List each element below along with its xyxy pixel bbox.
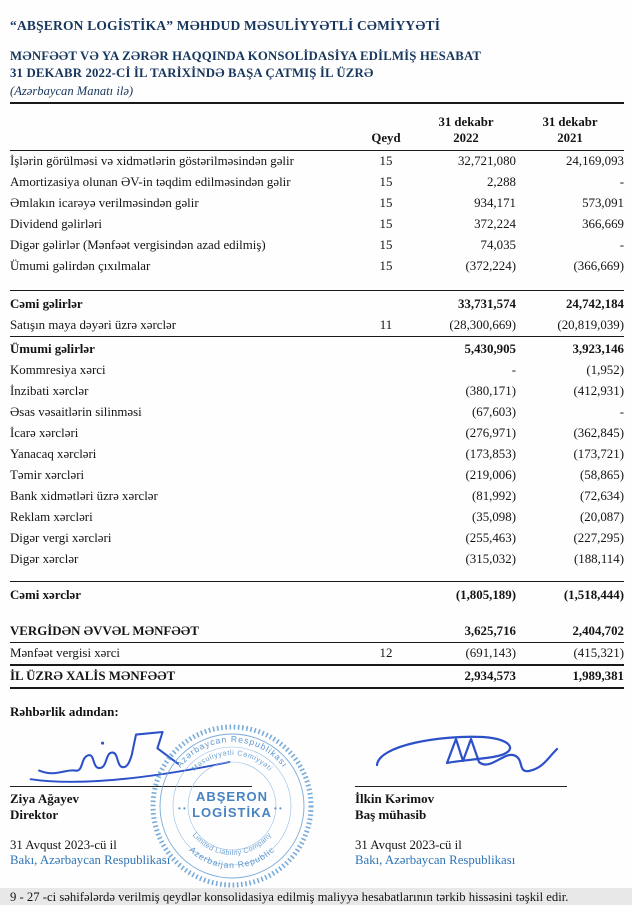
row-note [356,666,416,687]
stamp-right-dots: • • [274,804,282,813]
column-header-2021-line2: 2021 [557,131,583,145]
table-row [10,444,624,465]
header-rule [10,102,624,104]
column-header-2021-line1: 31 dekabr [542,115,598,129]
table-row-total [10,294,624,315]
table-row-total [10,585,624,606]
accountant-date: 31 Avqust 2023-cü il [355,838,462,852]
stamp-left-dots: • • [178,804,186,813]
row-value-2021: (72,634) [579,489,624,503]
signature-block-accountant [355,722,569,868]
row-value-2022: (315,032) [465,552,516,566]
row-value-2021: (1,518,444) [563,588,624,602]
stamp-top-arc-text: Azərbaycan Respublikası [174,733,291,770]
director-title: Direktor [10,807,59,822]
row-note [356,381,416,402]
table-row [10,402,624,423]
row-note: 11 [379,318,393,332]
table-row [10,507,624,528]
row-value-2021: (227,295) [573,531,624,545]
table-group-revenue [10,151,624,277]
row-value-2021: (188,114) [573,552,624,566]
currency-note: (Azərbaycan Manatı ilə) [10,84,134,98]
row-value-2022: (255,463) [465,531,516,545]
table-row [10,360,624,381]
accountant-title: Baş mühasib [355,807,427,822]
signature-line [355,786,567,787]
table-group-total-expenses [10,581,624,606]
row-note: 15 [379,154,393,168]
row-note: 15 [379,238,393,252]
table-row [10,172,624,193]
report-title [10,48,624,82]
row-value-2021: (415,321) [573,646,624,660]
row-note [356,507,416,528]
signatures-heading: Rəhbərlik adından: [10,704,119,719]
row-value-2022: (81,992) [471,489,516,503]
table-row [10,423,624,444]
table-row [10,193,624,214]
row-note [356,528,416,549]
row-label: Digər vergi xərcləri [10,531,112,545]
table-header-row [10,114,624,151]
row-label: İcarə xərcləri [10,426,79,440]
row-label: Əsas vəsaitlərin silinməsi [10,405,142,419]
row-label: Ümumi gəlirdən çıxılmalar [10,259,151,273]
row-value-2021: (20,087) [579,510,624,524]
row-label: İL ÜZRƏ XALİS MƏNFƏƏT [10,669,176,683]
row-value-2022: (691,143) [465,646,516,660]
row-note [356,339,416,360]
column-header-2022-line2: 2022 [453,131,479,145]
table-row [10,381,624,402]
row-value-2021: (173,721) [573,447,624,461]
row-note: 15 [379,175,393,189]
row-value-2021: (1,952) [586,363,624,377]
row-note [356,423,416,444]
row-label: Digər gəlirlər (Mənfəət vergisindən azad edilmiş) [10,238,266,252]
row-value-2021: 573,091 [582,196,624,210]
row-note [356,585,416,606]
footer-note: 9 - 27 -ci səhifələrdə verilmiş qeydlər konsolidasiya edilmiş maliyyə hesabatlarının tərkib hissəsini təşkil edir. [10,890,569,904]
row-value-2021: - [619,175,624,189]
stamp-center-line1: ABŞERON [195,789,269,804]
row-value-2022: 2,288 [486,175,516,189]
row-note [356,621,416,642]
row-value-2022: 33,731,574 [457,297,516,311]
row-label: Əmlakın icarəyə verilməsindən gəlir [10,196,199,210]
column-header-2022 [416,114,516,146]
row-value-2022: (380,171) [465,384,516,398]
row-label: Ümumi gəlirlər [10,342,95,356]
row-value-2022: (219,006) [465,468,516,482]
table-group-total-revenue [10,290,624,336]
row-value-2022: 32,721,080 [457,154,516,168]
table-row-total [10,339,624,360]
accountant-signature-icon [355,726,567,786]
row-label: Kommresiya xərci [10,363,106,377]
row-label: İşlərin görülməsi və xidmətlərin göstərilməsindən gəlir [10,154,294,168]
row-note: 12 [379,646,393,660]
signature-block-director [10,722,262,868]
table-row [10,465,624,486]
row-value-2022: 2,934,573 [464,669,516,683]
row-label: İnzibati xərclər [10,384,89,398]
row-note [356,402,416,423]
signatures-area [10,722,624,874]
row-note [356,294,416,315]
row-note [356,549,416,570]
table-group-expenses [10,336,624,570]
row-label: VERGİDƏN ƏVVƏL MƏNFƏƏT [10,624,199,638]
stamp-inner-top-arc-text: Məsuliyyətli Cəmiyyəti [189,747,275,773]
row-value-2022: (1,805,189) [455,588,516,602]
column-header-2022-line1: 31 dekabr [438,115,494,129]
signature-line [10,786,252,787]
stamp-center-line2: LOGİSTİKA [192,805,272,820]
row-label: Amortizasiya olunan ƏV-in təqdim edilməsindən gəlir [10,175,291,189]
row-value-2021: (58,865) [579,468,624,482]
row-note: 15 [379,196,393,210]
row-value-2022: 934,171 [474,196,516,210]
table-row [10,549,624,570]
row-value-2022: (372,224) [465,259,516,273]
table-row [10,214,624,235]
row-value-2021: (362,845) [573,426,624,440]
director-name: Ziya Ağayev [10,791,79,806]
row-label: Digər xərclər [10,552,79,566]
row-label: Mənfəət vergisi xərci [10,646,121,660]
row-value-2021: 2,404,702 [572,624,624,638]
row-value-2021: (412,931) [573,384,624,398]
row-value-2022: 3,625,716 [464,624,516,638]
row-note: 15 [379,259,393,273]
stamp-bottom-arc-text: Azerbaijan Republic [187,844,277,870]
row-value-2022: (67,603) [471,405,516,419]
row-value-2022: (35,098) [471,510,516,524]
row-note [356,444,416,465]
table-row [10,151,624,172]
accountant-place: Bakı, Azərbaycan Respublikası [355,853,516,867]
row-value-2021: - [619,405,624,419]
row-value-2022: (173,853) [465,447,516,461]
row-label: Təmir xərcləri [10,468,85,482]
table-row-net-profit [10,666,624,689]
row-label: Satışın maya dəyəri üzrə xərclər [10,318,177,332]
row-value-2022: - [511,363,516,377]
row-label: Yanacaq xərcləri [10,447,97,461]
row-value-2021: 366,669 [582,217,624,231]
stamp-inner-bottom-arc-text: Limited Liability Company [190,830,274,858]
company-title: “ABŞERON LOGİSTİKA” MƏHDUD MƏSULİYYƏTLİ CƏMİYYƏTİ [10,18,441,33]
row-value-2022: (276,971) [465,426,516,440]
report-title-line1: MƏNFƏƏT VƏ YA ZƏRƏR HAQQINDA KONSOLİDASİYA EDİLMİŞ HESABAT [10,49,482,63]
row-label: Dividend gəlirləri [10,217,102,231]
table-row [10,315,624,336]
row-value-2021: - [619,238,624,252]
row-note: 15 [379,217,393,231]
column-header-note: Qeyd [371,131,401,145]
table-row-profit-before-tax [10,621,624,643]
row-label: Bank xidmətləri üzrə xərclər [10,489,158,503]
row-value-2021: (366,669) [573,259,624,273]
row-note [356,465,416,486]
row-value-2021: 24,742,184 [565,297,624,311]
row-label: Cəmi xərclər [10,588,81,602]
row-label: Reklam xərcləri [10,510,93,524]
row-label: Cəmi gəlirlər [10,297,83,311]
table-row [10,528,624,549]
table-row [10,235,624,256]
director-signature-icon [10,726,250,786]
table-row-tax [10,643,624,666]
row-value-2022: 372,224 [474,217,516,231]
director-place: Bakı, Azərbaycan Respublikası [10,853,171,867]
row-value-2021: 3,923,146 [572,342,624,356]
row-value-2022: 5,430,905 [464,342,516,356]
row-value-2021: 24,169,093 [565,154,624,168]
report-title-line2: 31 DEKABR 2022-Cİ İL TARİXİNDƏ BAŞA ÇATMIŞ İL ÜZRƏ [10,66,374,80]
row-value-2021: 1,989,381 [572,669,624,683]
row-value-2022: 74,035 [480,238,516,252]
director-date: 31 Avqust 2023-cü il [10,838,117,852]
table-row [10,256,624,277]
row-note [356,360,416,381]
row-value-2022: (28,300,669) [449,318,516,332]
column-header-2021 [516,114,624,146]
accountant-name: İlkin Kərimov [355,791,435,806]
table-row [10,486,624,507]
row-value-2021: (20,819,039) [557,318,624,332]
row-note [356,486,416,507]
